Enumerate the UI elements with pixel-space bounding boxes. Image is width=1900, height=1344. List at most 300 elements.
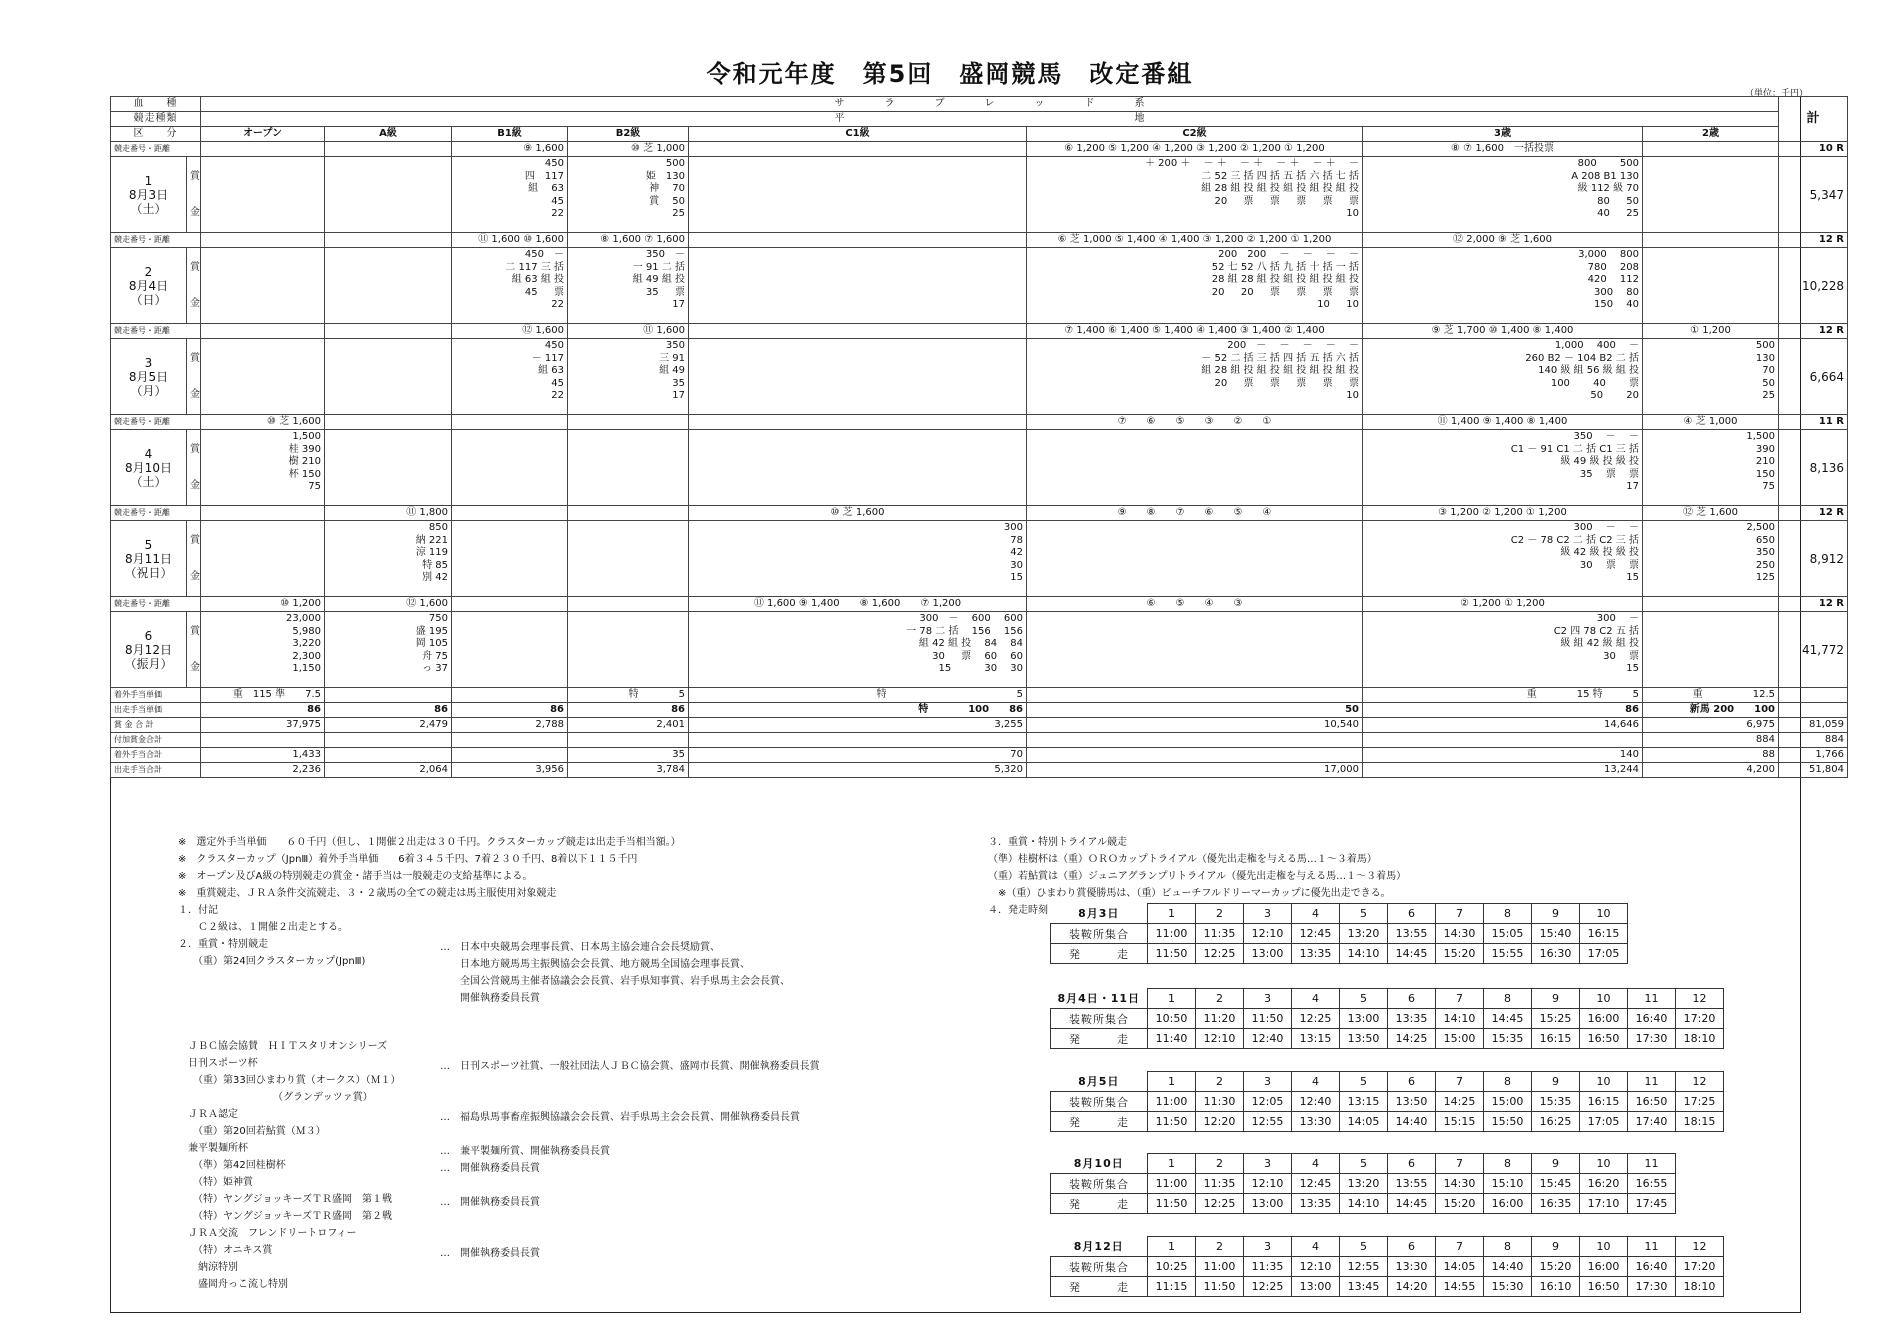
blood-value: サ ラ ブ レ ッ ド 系 — [201, 97, 1779, 112]
start-time: 14:40 — [1388, 1112, 1436, 1132]
assemble-time: 12:40 — [1292, 1092, 1340, 1112]
race-number: 9 — [1532, 1072, 1580, 1092]
start-time-table — [1050, 1071, 1724, 1132]
race-number: 5 — [1340, 1154, 1388, 1174]
race-number: 11 — [1628, 1154, 1676, 1174]
timetable-assemble-row — [1051, 1257, 1724, 1277]
summary-cell: 13,244 — [1363, 763, 1643, 778]
start-time-table — [1050, 988, 1724, 1049]
race-number: 8 — [1484, 1154, 1532, 1174]
race-distance-label: 競走番号・距離 — [111, 324, 201, 339]
race-number: 10 — [1580, 1154, 1628, 1174]
summary-total — [1779, 703, 1848, 718]
race-distance-cell: ⑥ ⑤ ④ ③ — [1027, 597, 1363, 612]
assemble-time: 14:25 — [1436, 1092, 1484, 1112]
start-time: 17:10 — [1580, 1194, 1628, 1214]
summary-cell: 70 — [689, 748, 1027, 763]
races-count: 12 R — [1779, 597, 1848, 612]
assemble-time: 16:40 — [1628, 1257, 1676, 1277]
race-distance-cell — [689, 142, 1027, 157]
race-distance-cell — [1643, 597, 1779, 612]
assemble-time: 15:45 — [1532, 1174, 1580, 1194]
start-label: 発 走 — [1051, 1194, 1148, 1214]
assemble-time: 16:00 — [1580, 1009, 1628, 1029]
summary-cell: 2,236 — [201, 763, 325, 778]
race-number: 2 — [1196, 1237, 1244, 1257]
race-day-label: 4 8月10日 （土） — [111, 430, 187, 506]
race-number: 9 — [1532, 1154, 1580, 1174]
header-row-blood — [111, 97, 1848, 112]
summary-cell: 2,479 — [325, 718, 452, 733]
prize-cell — [325, 339, 452, 415]
race-number: 2 — [1196, 904, 1244, 924]
assemble-time: 16:40 — [1628, 1009, 1676, 1029]
summary-cell: 5,320 — [689, 763, 1027, 778]
start-time: 16:35 — [1532, 1194, 1580, 1214]
assemble-label: 装鞍所集合 — [1051, 1009, 1148, 1029]
assemble-time: 13:20 — [1340, 1174, 1388, 1194]
assemble-time: 11:00 — [1196, 1257, 1244, 1277]
assemble-time: 12:45 — [1292, 1174, 1340, 1194]
race-distance-cell — [568, 506, 689, 521]
race-number: 12 — [1676, 1072, 1724, 1092]
summary-cell — [1027, 688, 1363, 703]
prize-cell — [1643, 612, 1779, 688]
summary-cell — [325, 748, 452, 763]
race-distance-cell — [325, 142, 452, 157]
start-time: 17:05 — [1580, 1112, 1628, 1132]
timetable-date: 8月4日・11日 — [1057, 992, 1141, 1006]
assemble-time: 11:00 — [1148, 924, 1196, 944]
summary-total — [1779, 688, 1848, 703]
prize-label: 賞 金 — [187, 521, 201, 597]
summary-cell: 88 — [1643, 748, 1779, 763]
summary-total: 884 — [1779, 733, 1848, 748]
prize-cell: 500 姫 130 神 70 賞 50 25 — [568, 157, 689, 233]
summary-cell: 特 5 — [568, 688, 689, 703]
prize-cell — [325, 430, 452, 506]
race-distance-cell: ⑫ 1,600 — [452, 324, 568, 339]
assemble-time: 16:00 — [1580, 1257, 1628, 1277]
race-number: 7 — [1436, 1154, 1484, 1174]
prize-cell — [325, 157, 452, 233]
race-distance-cell: ⑦ ⑥ ⑤ ③ ② ① — [1027, 415, 1363, 430]
race-distance-label: 競走番号・距離 — [111, 233, 201, 248]
prize-cell — [689, 157, 1027, 233]
prize-cell: 500 130 70 50 25 — [1643, 339, 1779, 415]
assemble-time: 15:10 — [1484, 1174, 1532, 1194]
start-time: 11:50 — [1196, 1277, 1244, 1297]
start-time: 12:20 — [1196, 1112, 1244, 1132]
summary-cell: 140 — [1363, 748, 1643, 763]
race-number: 10 — [1580, 1072, 1628, 1092]
race-distance-cell — [689, 415, 1027, 430]
assemble-time: 17:20 — [1676, 1257, 1724, 1277]
assemble-time: 13:35 — [1388, 1009, 1436, 1029]
class-header: オープン — [201, 127, 325, 142]
race-distance-cell: ⑩ 1,200 — [201, 597, 325, 612]
start-label: 発 走 — [1051, 944, 1148, 964]
summary-label: 出走手当単価 — [111, 703, 201, 718]
start-time-table — [1050, 903, 1628, 964]
assemble-time: 12:10 — [1244, 924, 1292, 944]
start-time: 15:15 — [1436, 1112, 1484, 1132]
race-number: 2 — [1196, 989, 1244, 1009]
start-time: 17:05 — [1580, 944, 1628, 964]
start-time: 16:50 — [1580, 1277, 1628, 1297]
notes-right: ３．重賞・特別トライアル競走 （準）桂樹杯は（重）ＯＲＯカップトライアル（優先出走権を与える馬…１～３着馬） （重）若鮎賞は（重）ジュニアグランプリトライアル（優先出走権を与える馬…１～３着馬） ※（重）ひまわり賞優勝馬は、（重）ビューチフルドリーマーカップに優先出走できる。 ４．発走時刻 — [988, 837, 1407, 916]
prize-cell — [452, 521, 568, 597]
prize-cell: 350 － － C1 － 91 C1 二 括 C1 三 括 級 49 級 投 級 投 35 票 票 17 — [1363, 430, 1643, 506]
prize-cell: 450 － 117 組 63 45 22 — [452, 339, 568, 415]
assemble-time: 15:25 — [1532, 1009, 1580, 1029]
summary-row — [111, 733, 1848, 748]
race-distance-row — [111, 324, 1848, 339]
class-header: C2級 — [1027, 127, 1363, 142]
race-distance-cell: ⑦ 1,400 ⑥ 1,400 ⑤ 1,400 ④ 1,400 ③ 1,400 ② 1,400 — [1027, 324, 1363, 339]
day-total: 10,228 — [1779, 248, 1848, 324]
race-distance-cell — [689, 324, 1027, 339]
summary-cell: 86 — [452, 703, 568, 718]
assemble-time: 17:25 — [1676, 1092, 1724, 1112]
assemble-time: 12:45 — [1292, 924, 1340, 944]
start-time: 14:25 — [1388, 1029, 1436, 1049]
start-time: 14:45 — [1388, 944, 1436, 964]
day-total: 41,772 — [1779, 612, 1848, 688]
race-distance-cell: ⑪ 1,600 ⑩ 1,600 — [452, 233, 568, 248]
summary-cell: 重 15 特 5 — [1363, 688, 1643, 703]
race-number: 3 — [1244, 1237, 1292, 1257]
assemble-time: 16:50 — [1628, 1092, 1676, 1112]
class-header: A級 — [325, 127, 452, 142]
race-distance-label: 競走番号・距離 — [111, 597, 201, 612]
summary-row — [111, 718, 1848, 733]
summary-cell — [1027, 733, 1363, 748]
timetable-date: 8月12日 — [1073, 1240, 1124, 1254]
start-time: 15:00 — [1436, 1029, 1484, 1049]
race-distance-cell — [201, 142, 325, 157]
race-number: 8 — [1484, 989, 1532, 1009]
prize-cell — [325, 248, 452, 324]
prize-label: 賞 金 — [187, 430, 201, 506]
assemble-time: 11:00 — [1148, 1092, 1196, 1112]
race-number: 12 — [1676, 989, 1724, 1009]
assemble-time: 14:05 — [1436, 1257, 1484, 1277]
start-time: 18:15 — [1676, 1112, 1724, 1132]
start-label: 発 走 — [1051, 1112, 1148, 1132]
summary-cell — [452, 748, 568, 763]
summary-total: 51,804 — [1779, 763, 1848, 778]
timetable-header-row — [1051, 1237, 1724, 1257]
assemble-time: 13:55 — [1388, 924, 1436, 944]
start-time: 14:10 — [1340, 1194, 1388, 1214]
race-day-label: 6 8月12日 （振月） — [111, 612, 187, 688]
timetable-header-row — [1051, 989, 1724, 1009]
start-time: 17:30 — [1628, 1277, 1676, 1297]
timetable-assemble-row — [1051, 1174, 1676, 1194]
summary-cell: 86 — [325, 703, 452, 718]
assemble-time: 11:20 — [1196, 1009, 1244, 1029]
race-number: 9 — [1532, 989, 1580, 1009]
race-number: 1 — [1148, 904, 1196, 924]
summary-label: 賞 金 合 計 — [111, 718, 201, 733]
start-time: 13:00 — [1244, 944, 1292, 964]
summary-label: 出走手当合計 — [111, 763, 201, 778]
race-number: 6 — [1388, 904, 1436, 924]
race-distance-cell: ⑫ 2,000 ⑨ 芝 1,600 — [1363, 233, 1643, 248]
blood-label: 血 種 — [111, 97, 201, 112]
prize-cell — [1027, 612, 1363, 688]
race-type-value: 平 地 — [201, 112, 1779, 127]
start-time: 16:10 — [1532, 1277, 1580, 1297]
summary-cell — [452, 733, 568, 748]
summary-cell: 新馬 200 100 — [1643, 703, 1779, 718]
race-distance-cell: ⑧ ⑦ 1,600 一括投票 — [1363, 142, 1643, 157]
race-type-label: 競走種類 — [111, 112, 201, 127]
assemble-time: 10:25 — [1148, 1257, 1196, 1277]
assemble-time: 12:10 — [1292, 1257, 1340, 1277]
timetable-date: 8月10日 — [1073, 1157, 1124, 1171]
race-distance-cell — [325, 324, 452, 339]
prize-cell: 1,000 400 － 260 B2 － 104 B2 二 括 140 級 組 56 級 組 投 100 40 票 50 20 — [1363, 339, 1643, 415]
assemble-time: 13:20 — [1340, 924, 1388, 944]
start-time-table — [1050, 1236, 1724, 1297]
race-number: 9 — [1532, 904, 1580, 924]
race-distance-cell: ⑥ 芝 1,000 ⑤ 1,400 ④ 1,400 ③ 1,200 ② 1,200 ① 1,200 — [1027, 233, 1363, 248]
race-number: 4 — [1292, 1237, 1340, 1257]
race-number: 5 — [1340, 989, 1388, 1009]
summary-cell: 14,646 — [1363, 718, 1643, 733]
assemble-time: 12:25 — [1292, 1009, 1340, 1029]
summary-cell: 17,000 — [1027, 763, 1363, 778]
race-number: 7 — [1436, 1237, 1484, 1257]
start-label: 発 走 — [1051, 1029, 1148, 1049]
race-number: 7 — [1436, 1072, 1484, 1092]
prize-cell: 850 納 221 涼 119 特 85 別 42 — [325, 521, 452, 597]
race-distance-cell: ② 1,200 ① 1,200 — [1363, 597, 1643, 612]
prize-cell — [452, 430, 568, 506]
race-day-label: 2 8月4日 （日） — [111, 248, 187, 324]
prize-cell — [1643, 248, 1779, 324]
timetable-assemble-row — [1051, 924, 1628, 944]
assemble-time: 15:35 — [1532, 1092, 1580, 1112]
timetable-header-row — [1051, 904, 1628, 924]
prize-cell — [201, 248, 325, 324]
day-total: 5,347 — [1779, 157, 1848, 233]
start-time: 18:10 — [1676, 1029, 1724, 1049]
timetable-assemble-row — [1051, 1009, 1724, 1029]
prize-cell — [1027, 430, 1363, 506]
assemble-label: 装鞍所集合 — [1051, 1092, 1148, 1112]
timetable-start-row — [1051, 944, 1628, 964]
summary-total: 1,766 — [1779, 748, 1848, 763]
notes-left: ※ 選定外手当単価 ６０千円（但し、１開催２出走は３０千円。クラスターカップ競走は出走手当相当額。） ※ クラスターカップ（JpnⅢ）着外手当単価 6着３４５千円、7着２３０千円、8着以下１１５千円 ※ オープン及びA級の特別競走の賞金・諸手当は一般競走の支給基準による。 ※ 重賞競走、ＪＲＡ条件交流競走、３・２歳馬の全ての競走は馬主服使用対象競走 １．付記 Ｃ２級は、１開催２出走とする。 ２．重賞・特別競走 （重）第24回クラスターカップ(JpnⅢ) ＪＢＣ協会協賛 ＨＩＴスタリオンシリーズ 日刊スポーツ杯 （重）第33回ひまわり賞（オークス）（Ｍ１） （グランデッツァ賞） ＪＲＡ認定 （重）第20回若鮎賞（Ｍ３） 兼平製麺所杯 （準）第42回桂樹杯 （特）姫神賞 （特）ヤングジョッキーズＴＲ盛岡 第１戦 （特）ヤングジョッキーズＴＲ盛岡 第２戦 ＪＲＡ交流 フレンドリートロフィー （特）オニキス賞 納涼特別 盛岡舟っこ流し特別 — [178, 837, 681, 1290]
summary-cell — [325, 688, 452, 703]
class-header: 2歳 — [1643, 127, 1779, 142]
race-number: 4 — [1292, 989, 1340, 1009]
race-number: 3 — [1244, 1154, 1292, 1174]
assemble-time: 16:15 — [1580, 1092, 1628, 1112]
summary-label: 付加賞金合計 — [111, 733, 201, 748]
race-number: 6 — [1388, 1072, 1436, 1092]
race-distance-row — [111, 597, 1848, 612]
start-time: 16:25 — [1532, 1112, 1580, 1132]
race-number: 8 — [1484, 1072, 1532, 1092]
prize-row — [111, 248, 1848, 324]
prize-cell — [1643, 157, 1779, 233]
races-count: 12 R — [1779, 233, 1848, 248]
start-time: 15:20 — [1436, 944, 1484, 964]
start-time: 11:15 — [1148, 1277, 1196, 1297]
summary-cell: 特 5 — [689, 688, 1027, 703]
assemble-time: 14:45 — [1484, 1009, 1532, 1029]
summary-cell: 重 12.5 — [1643, 688, 1779, 703]
summary-cell: 86 — [1363, 703, 1643, 718]
summary-cell — [201, 733, 325, 748]
race-distance-cell: ⑧ 1,600 ⑦ 1,600 — [568, 233, 689, 248]
timetable-assemble-row — [1051, 1092, 1724, 1112]
start-time: 17:40 — [1628, 1112, 1676, 1132]
assemble-time: 15:20 — [1532, 1257, 1580, 1277]
summary-cell: 3,784 — [568, 763, 689, 778]
start-time: 14:05 — [1340, 1112, 1388, 1132]
race-distance-cell: ⑨ 芝 1,700 ⑩ 1,400 ⑧ 1,400 — [1363, 324, 1643, 339]
race-distance-cell: ⑩ 芝 1,600 — [689, 506, 1027, 521]
notes-left-awards: … 日本中央競馬会理事長賞、日本馬主協会連合会長奨励賞、 日本地方競馬馬主振興協会会長賞、地方競馬全国協会理事長賞、 全国公営競馬主催者協議会会長賞、岩手県知事賞、岩手県馬主会会長賞、 開催執務委員長賞 … 日刊スポーツ社賞、一般社団法人ＪＢＣ協会賞、盛岡市長賞、開催執務委員長賞 … 福島県馬事畜産振興協議会会長賞、岩手県馬主会会長賞、開催執務委員長賞 … 兼平製麺所賞、開催執務委員長賞 … 開催執務委員長賞 … 開催執務委員長賞 … 開催執務委員長賞 — [440, 942, 820, 1259]
summary-cell: 重 115 準 7.5 — [201, 688, 325, 703]
timetable-date: 8月3日 — [1078, 907, 1120, 921]
prize-cell: 23,000 5,980 3,220 2,300 1,150 — [201, 612, 325, 688]
timetable-start-row — [1051, 1277, 1724, 1297]
assemble-time: 17:20 — [1676, 1009, 1724, 1029]
assemble-time: 16:55 — [1628, 1174, 1676, 1194]
prize-cell: 3,000 800 780 208 420 112 300 80 150 40 — [1363, 248, 1643, 324]
race-distance-cell: ⑪ 1,600 ⑨ 1,400 ⑧ 1,600 ⑦ 1,200 — [689, 597, 1027, 612]
class-label: 区 分 — [111, 127, 201, 142]
summary-cell: 2,401 — [568, 718, 689, 733]
race-distance-cell: ⑥ 1,200 ⑤ 1,200 ④ 1,200 ③ 1,200 ② 1,200 ① 1,200 — [1027, 142, 1363, 157]
prize-cell — [689, 339, 1027, 415]
prize-cell: 300 78 42 30 15 — [689, 521, 1027, 597]
assemble-time: 15:05 — [1484, 924, 1532, 944]
race-distance-cell: ⑩ 芝 1,000 — [568, 142, 689, 157]
race-number: 6 — [1388, 1154, 1436, 1174]
prize-row — [111, 430, 1848, 506]
race-number: 12 — [1676, 1237, 1724, 1257]
summary-cell: 4,200 — [1643, 763, 1779, 778]
race-distance-cell — [452, 415, 568, 430]
assemble-time: 14:30 — [1436, 1174, 1484, 1194]
assemble-time: 14:30 — [1436, 924, 1484, 944]
race-distance-cell — [689, 233, 1027, 248]
prize-label: 賞 金 — [187, 248, 201, 324]
prize-cell: 750 盛 195 岡 105 舟 75 っ 37 — [325, 612, 452, 688]
prize-cell: 300 － － C2 － 78 C2 二 括 C2 三 括 級 42 級 投 級 投 30 票 票 15 — [1363, 521, 1643, 597]
assemble-time: 13:15 — [1340, 1092, 1388, 1112]
race-number: 6 — [1388, 1237, 1436, 1257]
start-time: 14:45 — [1388, 1194, 1436, 1214]
assemble-time: 11:35 — [1196, 924, 1244, 944]
summary-cell: 37,975 — [201, 718, 325, 733]
race-number: 2 — [1196, 1072, 1244, 1092]
race-day-label: 5 8月11日 （祝日） — [111, 521, 187, 597]
race-number: 4 — [1292, 1154, 1340, 1174]
assemble-time: 16:15 — [1580, 924, 1628, 944]
timetable-header-row — [1051, 1154, 1676, 1174]
assemble-time: 15:00 — [1484, 1092, 1532, 1112]
summary-cell: 86 — [201, 703, 325, 718]
assemble-time: 13:00 — [1340, 1009, 1388, 1029]
assemble-time: 13:50 — [1388, 1092, 1436, 1112]
start-time: 11:40 — [1148, 1029, 1196, 1049]
start-time: 15:30 — [1484, 1277, 1532, 1297]
start-time: 12:25 — [1196, 1194, 1244, 1214]
races-count: 11 R — [1779, 415, 1848, 430]
race-distance-cell: ① 1,200 — [1643, 324, 1779, 339]
prize-cell — [689, 430, 1027, 506]
start-time: 14:20 — [1388, 1277, 1436, 1297]
race-distance-label: 競走番号・距離 — [111, 142, 201, 157]
start-time: 16:50 — [1580, 1029, 1628, 1049]
race-distance-cell: ⑫ 1,600 — [325, 597, 452, 612]
total-header: 計 — [1779, 97, 1848, 142]
start-time: 17:45 — [1628, 1194, 1676, 1214]
prize-cell: 1,500 390 210 150 75 — [1643, 430, 1779, 506]
start-time: 13:50 — [1340, 1029, 1388, 1049]
summary-cell — [1363, 733, 1643, 748]
race-distance-cell — [1643, 142, 1779, 157]
summary-row — [111, 748, 1848, 763]
race-number: 5 — [1340, 904, 1388, 924]
start-time: 13:15 — [1292, 1029, 1340, 1049]
assemble-time: 11:00 — [1148, 1174, 1196, 1194]
start-time: 15:20 — [1436, 1194, 1484, 1214]
summary-cell — [568, 733, 689, 748]
race-distance-cell: ⑪ 1,800 — [325, 506, 452, 521]
summary-cell — [1027, 748, 1363, 763]
prize-row — [111, 157, 1848, 233]
start-time: 15:55 — [1484, 944, 1532, 964]
prize-label: 賞 金 — [187, 612, 201, 688]
summary-cell: 3,956 — [452, 763, 568, 778]
summary-cell: 特 100 86 — [689, 703, 1027, 718]
assemble-time: 11:30 — [1196, 1092, 1244, 1112]
assemble-time: 14:40 — [1484, 1257, 1532, 1277]
prize-cell: 800 500 A 208 B1 130 級 112 級 70 80 50 40 25 — [1363, 157, 1643, 233]
start-time: 11:50 — [1148, 1112, 1196, 1132]
summary-cell — [689, 733, 1027, 748]
assemble-time: 13:30 — [1388, 1257, 1436, 1277]
race-number: 9 — [1532, 1237, 1580, 1257]
prize-row — [111, 612, 1848, 688]
races-count: 12 R — [1779, 506, 1848, 521]
start-time: 12:25 — [1244, 1277, 1292, 1297]
summary-cell: 86 — [568, 703, 689, 718]
timetable-header-row — [1051, 1072, 1724, 1092]
day-total: 8,136 — [1779, 430, 1848, 506]
summary-cell — [325, 733, 452, 748]
header-row-type — [111, 112, 1848, 127]
assemble-label: 装鞍所集合 — [1051, 1174, 1148, 1194]
summary-cell: 50 — [1027, 703, 1363, 718]
header-row-class — [111, 127, 1848, 142]
race-number: 7 — [1436, 989, 1484, 1009]
start-time: 14:10 — [1340, 944, 1388, 964]
assemble-time: 13:55 — [1388, 1174, 1436, 1194]
start-time: 16:30 — [1532, 944, 1580, 964]
day-total: 6,664 — [1779, 339, 1848, 415]
race-number: 1 — [1148, 1072, 1196, 1092]
